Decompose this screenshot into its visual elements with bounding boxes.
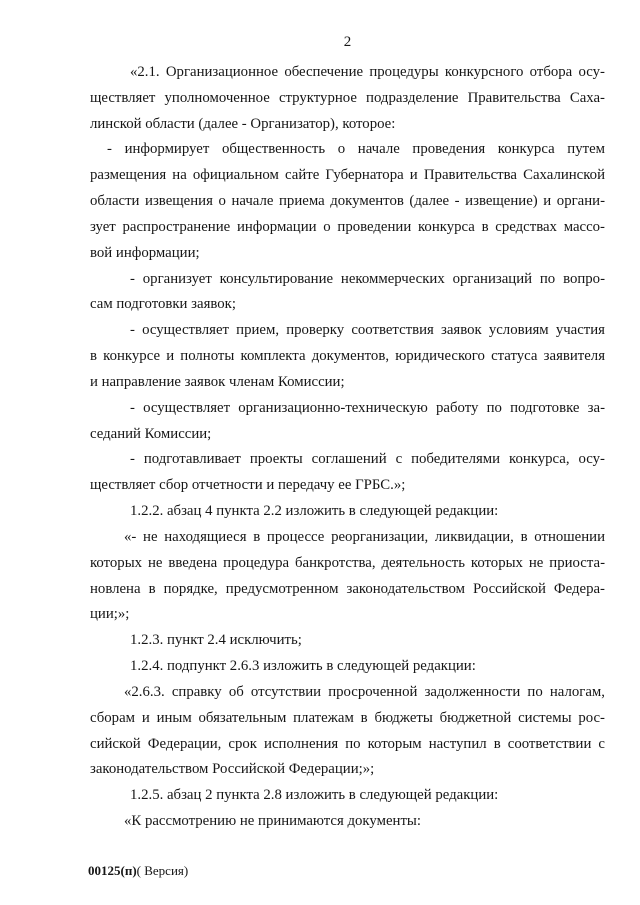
text-line: и направление заявок членам Комиссии; [90,373,345,390]
document-body [90,60,605,835]
paragraph-clause-2-1 [90,60,605,137]
text-line: ции;»; [90,606,130,623]
text-line: седаний Комиссии; [90,425,212,442]
text-line: - организует консультирование некоммерческих организаций по вопро- [130,270,605,287]
paragraph-accepts-applications [90,318,605,395]
text-line: которых не введена процедура банкротства, деятельность которых не приоста- [90,554,605,571]
text-line: размещения на официальном сайте Губернатора и Правительства Сахалинской [90,167,605,184]
text-line: 1.2.3. пункт 2.4 исключить; [130,632,302,649]
paragraph-amendment-1-2-2 [90,499,605,525]
text-line: 1.2.4. подпункт 2.6.3 изложить в следующей редакции: [130,658,476,675]
text-line: 1.2.2. абзац 4 пункта 2.2 изложить в следующей редакции: [130,503,499,520]
paragraph-amendment-1-2-4 [90,654,605,680]
text-line: «2.6.3. справку об отсутствии просроченной задолженности по налогам, [124,683,605,700]
text-line: сийской Федерации, срок исполнения по которым наступил в соответствии с [90,735,605,752]
paragraph-organizational-work [90,396,605,448]
paragraph-informs-public [90,137,605,266]
paragraph-prepares-agreements [90,447,605,499]
text-line: линской области (далее - Организатор), которое: [90,115,396,132]
text-line: 1.2.5. абзац 2 пункта 2.8 изложить в следующей редакции: [130,787,499,804]
text-line: сборам и иным обязательным платежам в бюджеты бюджетной системы рос- [90,709,605,726]
paragraph-not-in-reorganization [90,525,605,628]
footer-document-code [88,862,188,880]
page-number: 2 [343,34,352,50]
text-line: ществляет сбор отчетности и передачу ее ГРБС.»; [90,477,406,494]
text-line: сам подготовки заявок; [90,296,236,313]
paragraph-not-accepted-documents [90,809,605,835]
text-line: вой информации; [90,244,200,261]
doc-version: ( Версия) [136,863,189,878]
text-line: «К рассмотрению не принимаются документы: [124,813,421,830]
text-line: зует распространение информации о проведении конкурса в средствах массо- [90,218,605,235]
text-line: законодательством Российской Федерации;»; [90,761,375,778]
paragraph-amendment-1-2-3 [90,628,605,654]
paragraph-amendment-1-2-5 [90,783,605,809]
text-line: в конкурсе и полноты комплекта документов, юридического статуса заявителя [90,348,605,365]
text-line: области извещения о начале приема документов (далее - извещение) и органи- [90,193,605,210]
text-line: - осуществляет организационно-техническую работу по подготовке за- [130,399,605,416]
paragraph-consultations [90,267,605,319]
text-line: «2.1. Организационное обеспечение процедуры конкурсного отбора осу- [130,64,605,80]
doc-code: 00125(п) [88,863,137,878]
text-line: - информирует общественность о начале проведения конкурса путем [107,141,605,158]
text-line: - осуществляет прием, проверку соответствия заявок условиям участия [130,322,605,339]
text-line: ществляет уполномоченное структурное подразделение Правительства Саха- [90,89,605,106]
paragraph-clause-2-6-3 [90,680,605,783]
text-line: - подготавливает проекты соглашений с победителями конкурса, осу- [130,451,605,468]
text-line: новлена в порядке, предусмотренном законодательством Российской Федера- [90,580,605,597]
text-line: «- не находящиеся в процессе реорганизации, ликвидации, в отношении [124,528,605,545]
